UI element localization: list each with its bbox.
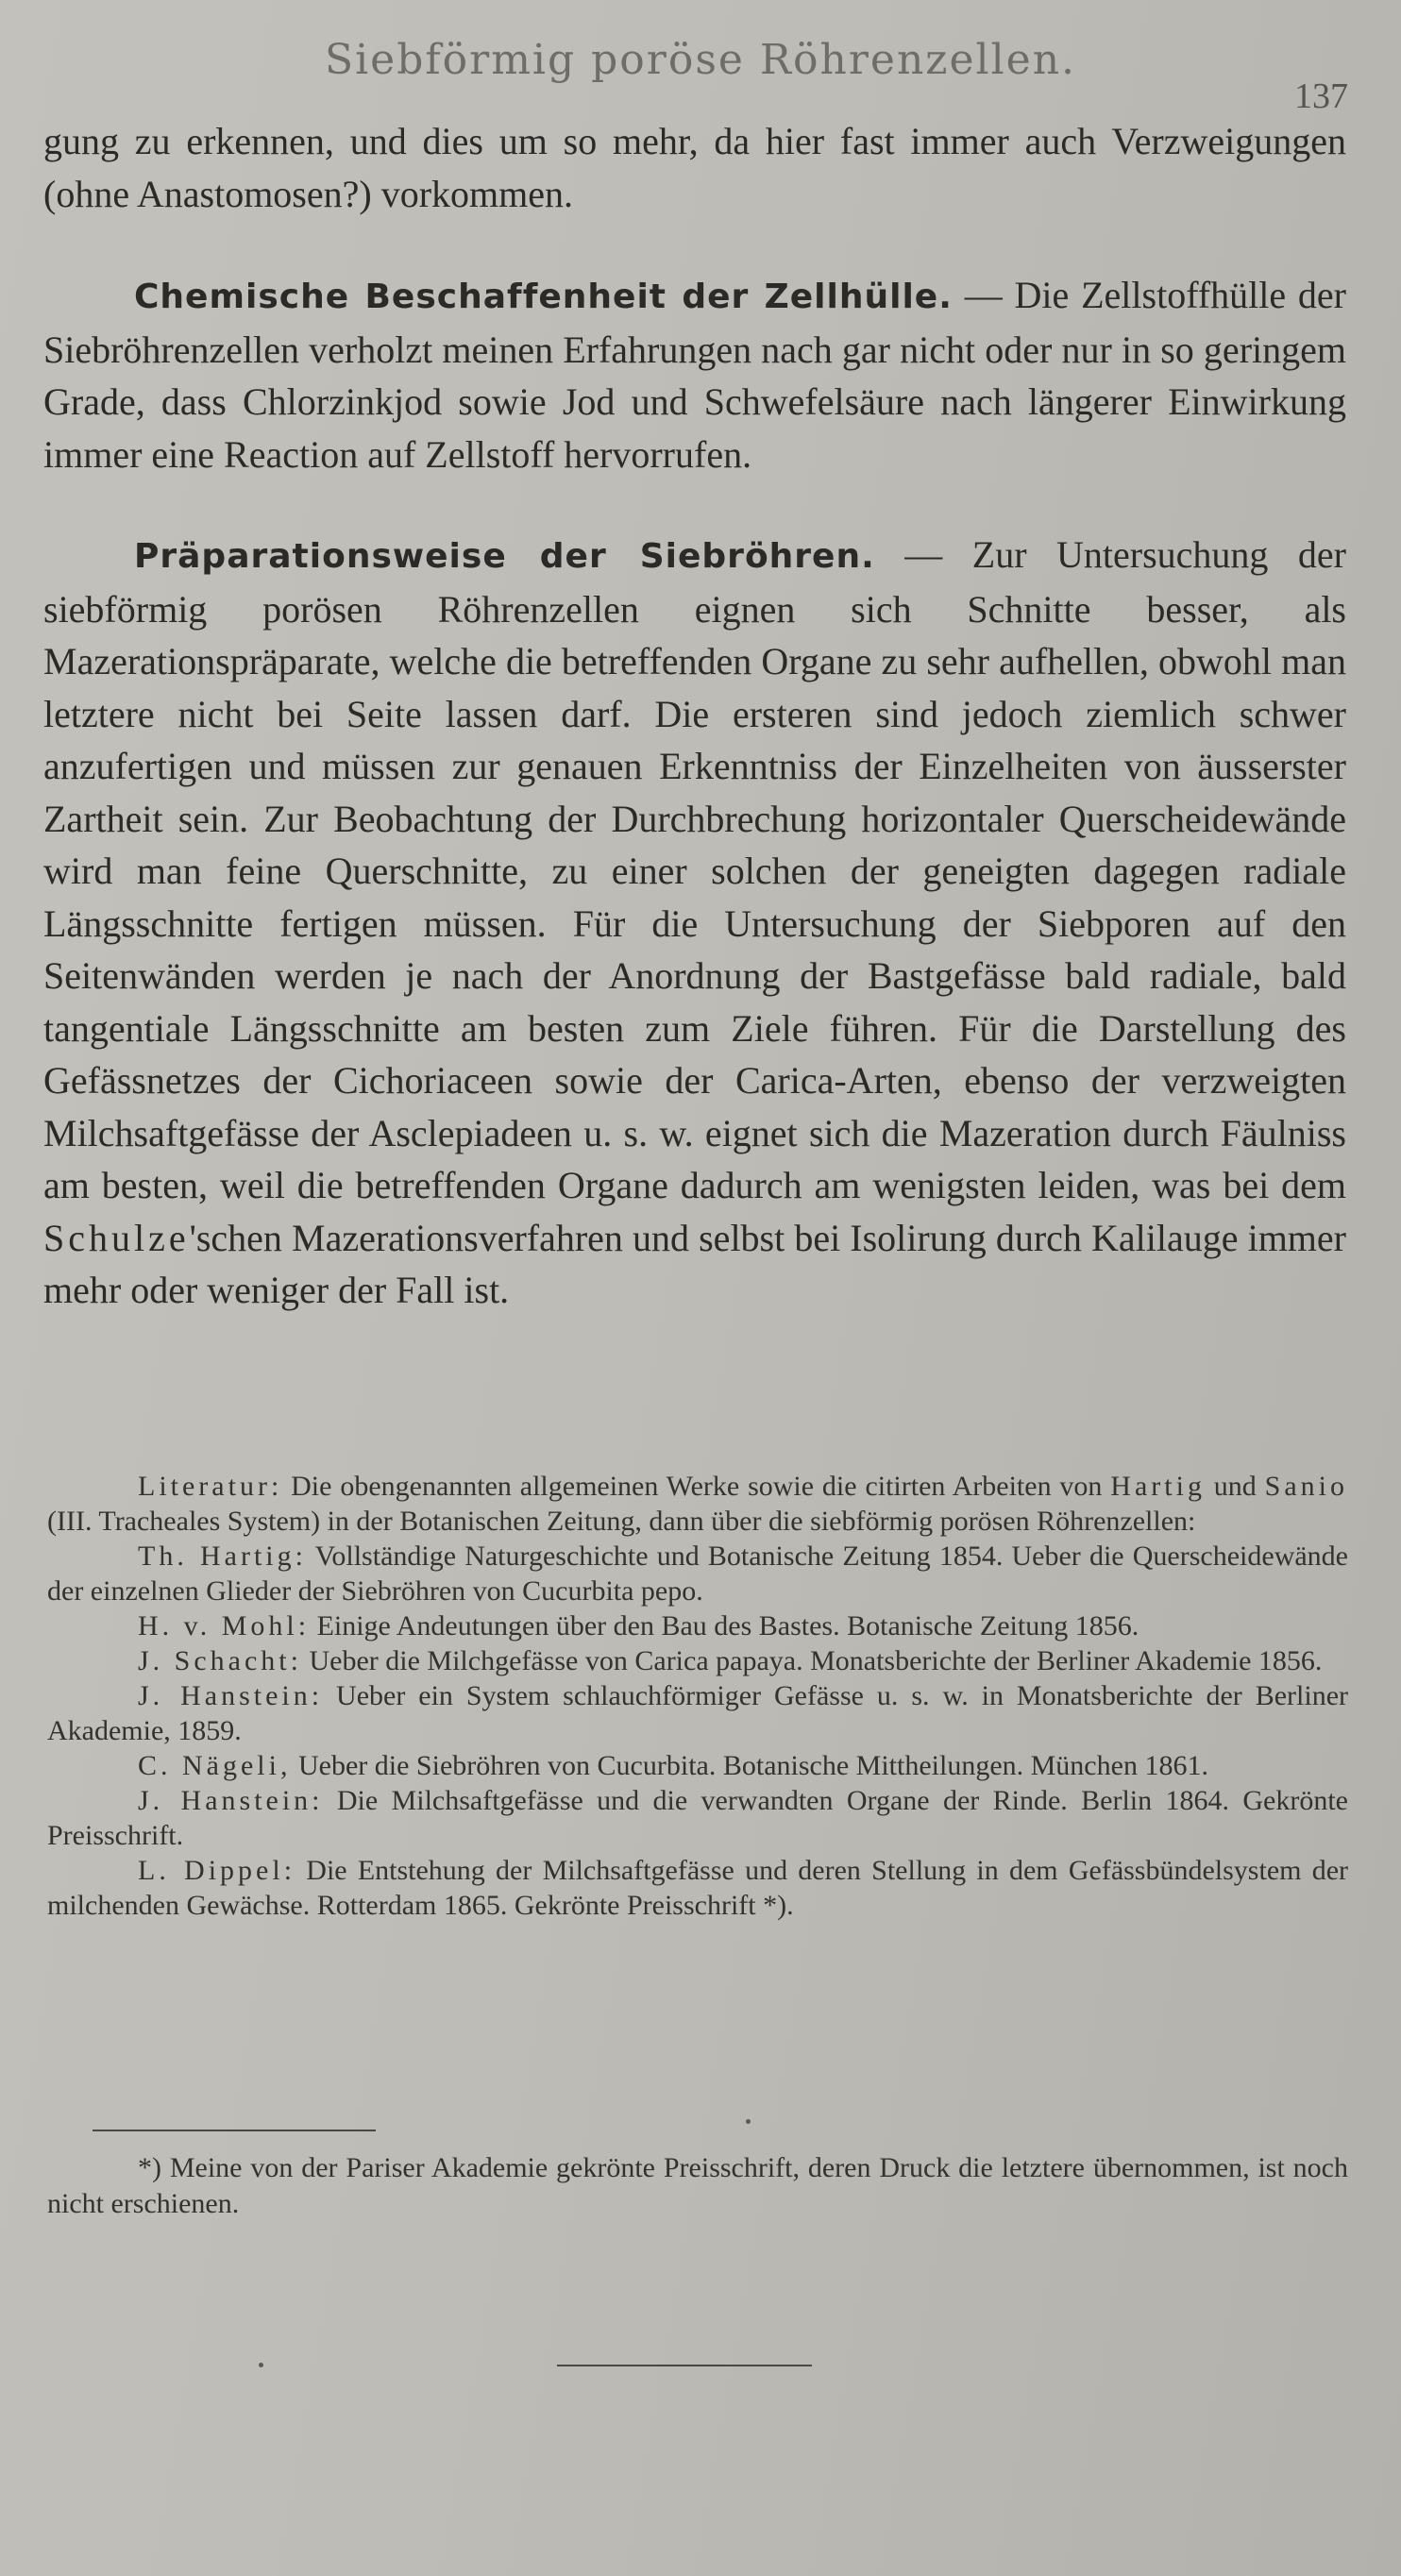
footnote-divider (93, 2130, 376, 2131)
literature-entry (47, 1748, 1348, 1783)
print-speck (746, 2119, 751, 2124)
entry-text: Ueber die Siebröhren von Cucurbita. Botanische Mittheilungen. München 1861. (291, 1750, 1208, 1781)
print-speck (259, 2363, 263, 2367)
literature-entry (47, 1678, 1348, 1748)
paragraph-text: gung zu erkennen, und dies um so mehr, da hier fast immer auch Verzweigungen (ohne Anastomosen?) vorkommen. (43, 120, 1346, 215)
paragraph-text: — Zur Untersuchung der siebförmig porösen Röhrenzellen eignen sich Schnitte besser, als Mazerationspräparate, welche die betreffenden Organe zu sehr aufhellen, obwohl man letztere nicht bei Seite lassen darf. Die ersteren sind jedoch ziemlich schwer anzufertigen und müssen zur genauen Erkenntniss der Einzelheiten von äusserster Zartheit sein. Zur Beobachtung der Durchbrechung horizontaler Querscheidewände wird man feine Querschnitte, zu einer solchen der geneigten dagegen radiale Längsschnitte fertigen müssen. Für die Untersuchung der Siebporen auf den Seitenwänden werden je nach der Anordnung der Bastgefässe bald radiale, bald tangentiale Längsschnitte am besten zum Ziele führen. Für die Darstellung des Gefässnetzes der Cichoriaceen sowie der Carica-Arten, ebenso der verzweigten Milchsaftgefässe der Asclepiadeen u. s. w. eignet sich die Mazeration durch Fäulniss am besten, weil die betreffenden Organe dadurch am wenigsten leiden, was bei dem (43, 533, 1346, 1206)
page-number: 137 (1294, 76, 1348, 116)
literature-entry (47, 1783, 1348, 1853)
literature-entry (47, 1643, 1348, 1678)
section-heading-chemical: Chemische Beschaffenheit der Zellhülle. (134, 278, 953, 316)
entry-author: C. Nägeli, (138, 1750, 292, 1781)
section-heading-preparation: Präparationsweise der Siebröhren. (134, 537, 875, 576)
paragraph-text: 'schen Mazerationsverfahren und selbst bei Isolirung durch Kalilauge immer mehr oder weniger der Fall ist. (43, 1216, 1346, 1311)
entry-text: Die Milchsaftgefässe und die verwandten Organe der Rinde. Berlin 1864. Gekrönte Preisschrift. (47, 1785, 1348, 1851)
person-name: Hartig (1110, 1471, 1206, 1502)
literature-text: und (1205, 1471, 1265, 1502)
literature-intro (47, 1469, 1348, 1539)
person-name: Schulze (43, 1216, 190, 1259)
footnote: *) Meine von der Pariser Akademie gekrönte Preisschrift, deren Druck die letztere übernommen, ist noch nicht erschienen. (47, 2152, 1348, 2219)
entry-text: Einige Andeutungen über den Bau des Bastes. Botanische Zeitung 1856. (310, 1610, 1139, 1642)
paragraph-continuation (43, 115, 1346, 220)
literature-text: (III. Tracheales System) in der Botanischen Zeitung, dann über die siebförmig porösen Röhrenzellen: (47, 1506, 1196, 1537)
literature-entry (47, 1539, 1348, 1608)
entry-author: H. v. Mohl: (138, 1610, 311, 1642)
entry-author: J. Hanstein: (138, 1680, 324, 1711)
entry-author: L. Dippel: (138, 1855, 296, 1886)
entry-text: Vollständige Naturgeschichte und Botanische Zeitung 1854. Ueber die Querscheidewände der einzelnen Glieder der Siebröhren von Cucurbita pepo. (47, 1541, 1348, 1607)
person-name: Sanio (1264, 1471, 1348, 1502)
running-title: Siebförmig poröse Röhrenzellen. (324, 36, 1077, 84)
literature-label: Literatur: (138, 1471, 283, 1502)
paragraph-chemical-composition (43, 269, 1346, 480)
entry-author: J. Schacht: (138, 1645, 302, 1676)
paragraph-preparation-method (43, 529, 1346, 1317)
literature-text: Die obengenannten allgemeinen Werke sowie die citirten Arbeiten von (282, 1471, 1111, 1502)
literature-entry (47, 1853, 1348, 1923)
literature-section (47, 1469, 1348, 1923)
end-rule (557, 2365, 812, 2366)
paragraph-text: — Die Zellstoffhülle der Siebröhrenzellen verholzt meinen Erfahrungen nach gar nicht oder nur in so geringem Grade, dass Chlorzinkjod sowie Jod und Schwefelsäure nach längerer Einwirkung immer eine Reaction auf Zellstoff hervorrufen. (43, 274, 1347, 476)
entry-author: J. Hanstein: (138, 1785, 324, 1816)
entry-text: Ueber ein System schlauchförmiger Gefässe u. s. w. in Monatsberichte der Berliner Akademie, 1859. (47, 1680, 1349, 1746)
entry-text: Die Entstehung der Milchsaftgefässe und deren Stellung in dem Gefässbündelsystem der milchenden Gewächse. Rotterdam 1865. Gekrönte Preisschrift *). (47, 1855, 1349, 1921)
entry-author: Th. Hartig: (138, 1541, 307, 1572)
entry-text: Ueber die Milchgefässe von Carica papaya. Monatsberichte der Berliner Akademie 1856. (301, 1645, 1323, 1676)
literature-entry (47, 1608, 1348, 1643)
